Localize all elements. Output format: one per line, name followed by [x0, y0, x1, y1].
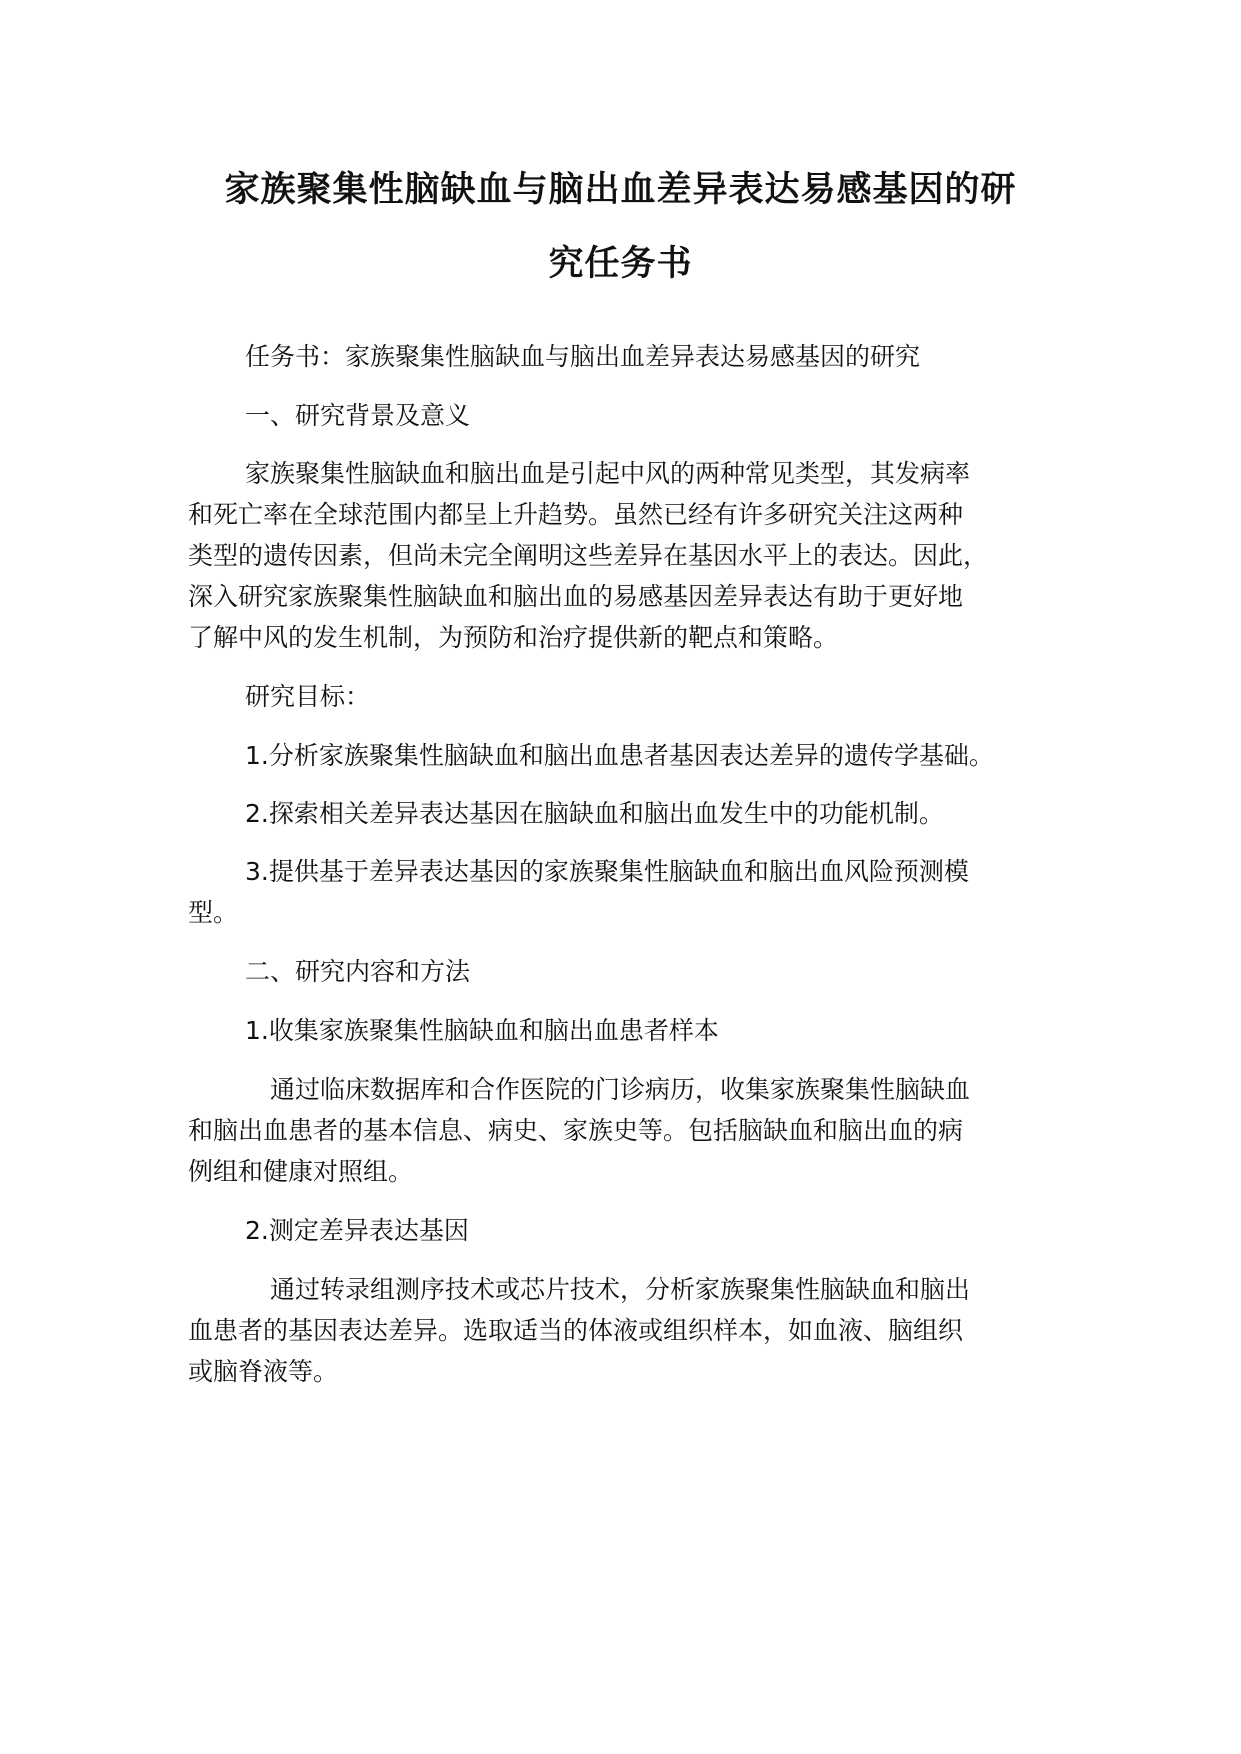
paragraph-line: 了解中风的发生机制，为预防和治疗提供新的靶点和策略。 — [188, 623, 839, 652]
paragraph-line: 家族聚集性脑缺血和脑出血是引起中风的两种常见类型，其发病率 — [245, 459, 971, 488]
task-heading: 任务书：家族聚集性脑缺血与脑出血差异表达易感基因的研究 — [245, 342, 921, 371]
paragraph-line: 深入研究家族聚集性脑缺血和脑出血的易感基因差异表达有助于更好地 — [188, 582, 964, 611]
paragraph-line: 和死亡率在全球范围内都呈上升趋势。虽然已经有许多研究关注这两种 — [188, 500, 964, 529]
paragraph-line: 例组和健康对照组。 — [188, 1157, 414, 1186]
paragraph-line: 血患者的基因表达差异。选取适当的体液或组织样本，如血液、脑组织 — [188, 1316, 964, 1345]
paragraph-line: 和脑出血患者的基本信息、病史、家族史等。包括脑缺血和脑出血的病 — [188, 1116, 964, 1145]
document-title-line-2: 究任务书 — [548, 244, 693, 284]
goal-item: 1.分析家族聚集性脑缺血和脑出血患者基因表达差异的遗传学基础。 — [245, 741, 994, 770]
paragraph-line: 通过临床数据库和合作医院的门诊病历，收集家族聚集性脑缺血 — [270, 1075, 971, 1104]
paragraph-line: 类型的遗传因素，但尚未完全阐明这些差异在基因水平上的表达。因此， — [188, 541, 989, 570]
subsection-heading: 2.测定差异表达基因 — [245, 1216, 469, 1245]
section-heading-methods: 二、研究内容和方法 — [245, 957, 471, 986]
section-heading-background: 一、研究背景及意义 — [245, 401, 471, 430]
goal-item-continued: 型。 — [188, 898, 239, 927]
document-title-line-1: 家族聚集性脑缺血与脑出血差异表达易感基因的研 — [224, 170, 1017, 210]
paragraph-line: 或脑脊液等。 — [188, 1357, 339, 1386]
research-goals-label: 研究目标： — [245, 682, 371, 711]
goal-item: 2.探索相关差异表达基因在脑缺血和脑出血发生中的功能机制。 — [245, 799, 944, 828]
paragraph-line: 通过转录组测序技术或芯片技术，分析家族聚集性脑缺血和脑出 — [270, 1275, 971, 1304]
subsection-heading: 1.收集家族聚集性脑缺血和脑出血患者样本 — [245, 1016, 719, 1045]
goal-item: 3.提供基于差异表达基因的家族聚集性脑缺血和脑出血风险预测模 — [245, 857, 969, 886]
